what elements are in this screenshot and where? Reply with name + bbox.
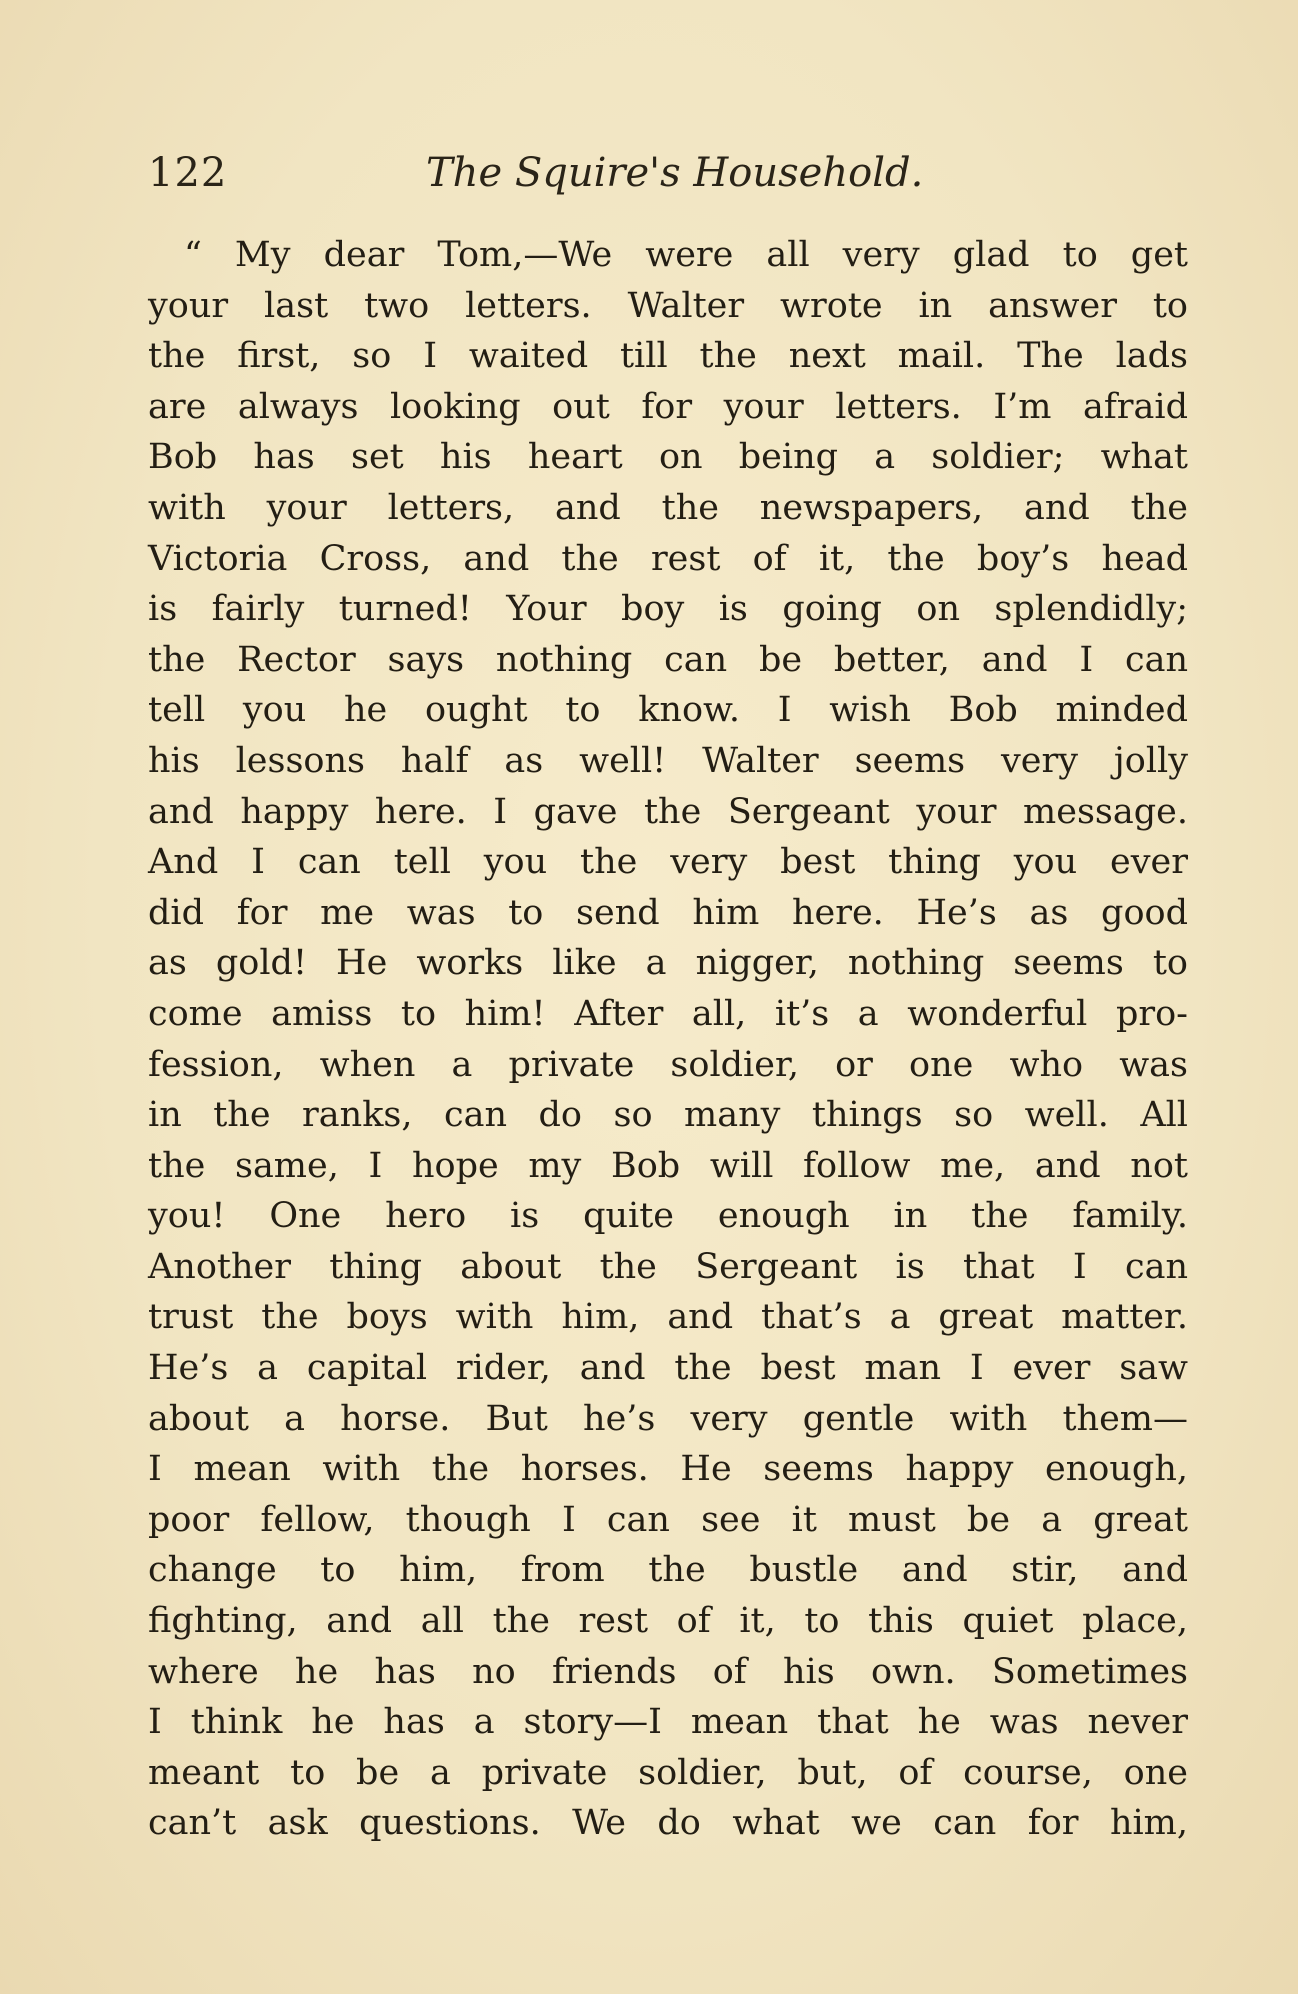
text-line: He’s a capital rider, and the best man I ever saw	[148, 1348, 1188, 1389]
text-line: And I can tell you the very best thing you ever	[148, 842, 1188, 883]
running-title: The Squire's Household.	[426, 150, 924, 196]
text-line: Another thing about the Sergeant is that I can	[148, 1246, 1188, 1287]
page-header	[148, 150, 1188, 200]
text-line: can’t ask questions. We do what we can for him,	[148, 1803, 1188, 1844]
body-text	[148, 230, 1188, 1849]
text-line: I mean with the horses. He seems happy enough,	[148, 1449, 1188, 1490]
text-line: the Rector says nothing can be better, and I can	[148, 639, 1188, 680]
text-line: are always looking out for your letters. I’m afraid	[148, 386, 1188, 427]
text-line: the same, I hope my Bob will follow me, and not	[148, 1145, 1188, 1186]
text-line: your last two letters. Walter wrote in answer to	[148, 285, 1188, 326]
text-line: did for me was to send him here. He’s as good	[148, 892, 1188, 933]
text-line: is fairly turned! Your boy is going on splendidly;	[148, 589, 1188, 630]
text-line: meant to be a private soldier, but, of course, one	[148, 1752, 1188, 1793]
text-line: you! One hero is quite enough in the family.	[148, 1196, 1188, 1237]
text-line: his lessons half as well! Walter seems very jolly	[148, 740, 1188, 781]
text-line: trust the boys with him, and that’s a great matter.	[148, 1297, 1188, 1338]
text-line: Victoria Cross, and the rest of it, the boy’s head	[148, 538, 1188, 579]
text-line: and happy here. I gave the Sergeant your message.	[148, 791, 1188, 832]
text-line: change to him, from the bustle and stir, and	[148, 1550, 1188, 1591]
text-line: about a horse. But he’s very gentle with them—	[148, 1398, 1188, 1439]
text-line: fighting, and all the rest of it, to this quiet place,	[148, 1601, 1188, 1642]
text-line: where he has no friends of his own. Sometimes	[148, 1651, 1188, 1692]
text-line: as gold! He works like a nigger, nothing seems to	[148, 943, 1188, 984]
page-number: 122	[148, 150, 228, 196]
text-line: I think he has a story—I mean that he was never	[148, 1702, 1188, 1743]
text-line: come amiss to him! After all, it’s a wonderful pro-	[148, 993, 1188, 1034]
text-line: poor fellow, though I can see it must be a great	[148, 1499, 1188, 1540]
text-line: tell you he ought to know. I wish Bob minded	[148, 690, 1188, 731]
text-line: the first, so I waited till the next mail. The lads	[148, 336, 1188, 377]
text-line: Bob has set his heart on being a soldier; what	[148, 437, 1188, 478]
text-line: “ My dear Tom,—We were all very glad to get	[184, 235, 1188, 275]
text-line: with your letters, and the newspapers, and the	[148, 487, 1188, 528]
text-line: fession, when a private soldier, or one who was	[148, 1044, 1188, 1085]
text-line: in the ranks, can do so many things so well. All	[148, 1095, 1188, 1136]
